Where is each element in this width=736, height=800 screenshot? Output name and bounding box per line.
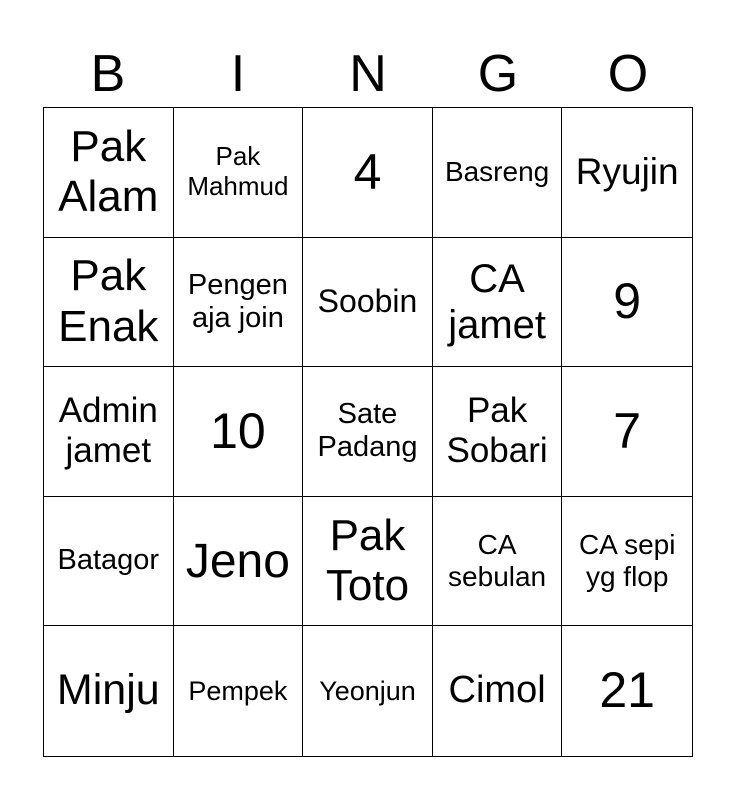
bingo-cell[interactable]: [433, 108, 563, 238]
cell-text: 4: [353, 143, 382, 200]
cell-text: Soobin: [317, 283, 418, 320]
cell-text: CA jamet: [448, 256, 546, 347]
bingo-cell[interactable]: [433, 238, 563, 368]
bingo-cell[interactable]: [562, 497, 692, 627]
bingo-cell[interactable]: [44, 626, 174, 756]
bingo-cell[interactable]: [174, 626, 304, 756]
cell-text: Pak Alam: [58, 121, 159, 222]
bingo-cell[interactable]: [562, 626, 692, 756]
cell-text: CA sepi yg flop: [578, 528, 676, 593]
cell-text: Basreng: [444, 156, 550, 188]
cell-text: CA sebulan: [448, 528, 547, 593]
cell-text: Jeno: [185, 534, 290, 588]
bingo-cell[interactable]: [44, 238, 174, 368]
header-letter-g: G: [477, 45, 519, 103]
bingo-cell[interactable]: [44, 108, 174, 238]
bingo-cell[interactable]: [303, 108, 433, 238]
cell-text: 7: [613, 402, 642, 459]
bingo-cell[interactable]: [562, 108, 692, 238]
cell-text: Cimol: [448, 669, 546, 712]
cell-text: Batagor: [57, 544, 160, 577]
bingo-cell[interactable]: [303, 367, 433, 497]
bingo-cell[interactable]: [303, 238, 433, 368]
cell-text: 21: [599, 662, 655, 719]
cell-text: 9: [613, 273, 642, 330]
bingo-cell[interactable]: [562, 238, 692, 368]
cell-text: 10: [210, 402, 266, 459]
bingo-cell[interactable]: [303, 626, 433, 756]
bingo-cell[interactable]: [174, 238, 304, 368]
cell-text: Pak Sobari: [446, 391, 548, 471]
cell-text: Pempek: [188, 675, 288, 706]
bingo-cell[interactable]: [174, 108, 304, 238]
bingo-cell[interactable]: [44, 367, 174, 497]
cell-text: Pengen aja join: [187, 268, 288, 334]
header-letter-o: O: [607, 45, 649, 103]
header-letter-i: I: [230, 45, 246, 103]
bingo-cell[interactable]: [433, 367, 563, 497]
cell-text: Pak Toto: [325, 510, 410, 611]
bingo-header: [43, 40, 693, 108]
bingo-cell[interactable]: [433, 497, 563, 627]
bingo-cell[interactable]: [562, 367, 692, 497]
bingo-cell[interactable]: [174, 497, 304, 627]
bingo-cell[interactable]: [433, 626, 563, 756]
cell-text: Sate Padang: [317, 398, 418, 464]
bingo-cell[interactable]: [44, 497, 174, 627]
cell-text: Admin jamet: [58, 391, 158, 471]
cell-text: Pak Mahmud: [187, 141, 289, 202]
bingo-cell[interactable]: [303, 497, 433, 627]
bingo-cell[interactable]: [174, 367, 304, 497]
header-letter-n: N: [349, 45, 387, 103]
cell-text: Ryujin: [575, 151, 679, 193]
header-letter-b: B: [90, 45, 126, 103]
cell-text: Minju: [56, 666, 160, 715]
bingo-board: [43, 107, 693, 757]
cell-text: Pak Enak: [58, 251, 159, 351]
cell-text: Yeonjun: [319, 675, 416, 706]
